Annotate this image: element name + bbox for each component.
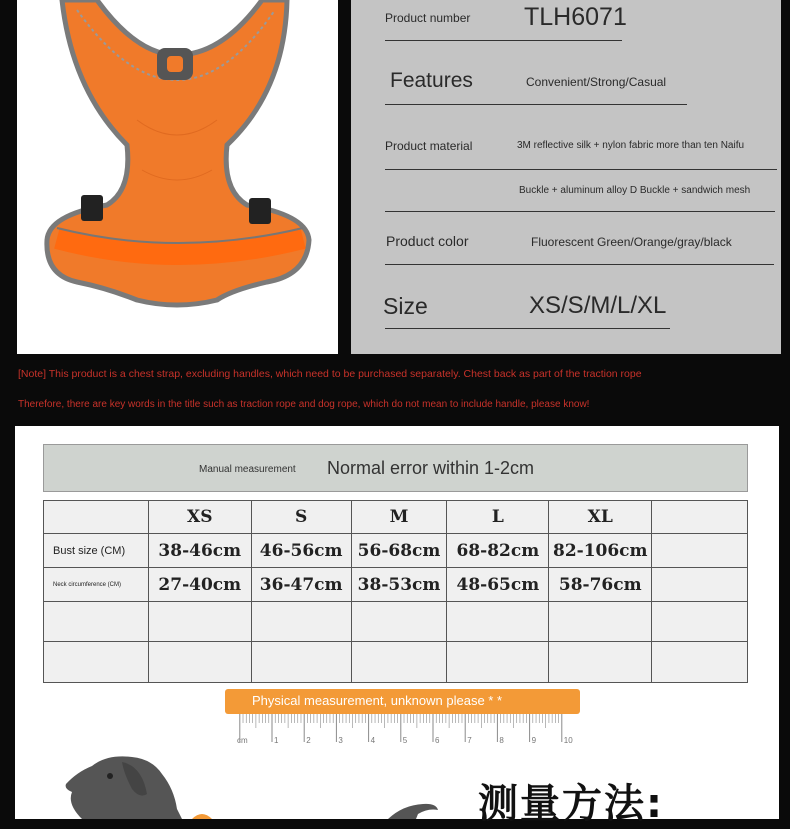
- table-cell: [148, 642, 251, 683]
- table-cell: [447, 642, 549, 683]
- table-cell: [549, 642, 652, 683]
- spec-panel: [351, 0, 781, 354]
- dog-tail-illustration: [388, 800, 443, 819]
- row-label: Neck circumference (CM): [44, 568, 149, 602]
- banner-big-text: Normal error within 1-2cm: [327, 458, 535, 478]
- divider: [385, 328, 670, 329]
- physical-measurement-label: [225, 689, 580, 714]
- table-cell: [652, 602, 748, 642]
- color-value: Fluorescent Green/Orange/gray/black: [531, 235, 732, 249]
- table-cell: 27-40cm: [148, 568, 251, 602]
- material-label: Product material: [385, 139, 473, 153]
- features-label: Features: [390, 69, 473, 92]
- table-cell: [148, 602, 251, 642]
- table-cell: 56-68cm: [351, 534, 447, 568]
- table-row: [44, 534, 748, 568]
- ruler-tick-label: 6: [435, 736, 440, 745]
- size-label: Size: [383, 293, 428, 319]
- dog-illustration: [62, 754, 242, 819]
- ruler-tick-label: 4: [370, 736, 376, 745]
- ruler-tick-label: 8: [499, 736, 504, 745]
- table-cell: [549, 602, 652, 642]
- ruler-tick-label: 5: [402, 736, 408, 745]
- size-table: [43, 500, 748, 683]
- table-row: [44, 568, 748, 602]
- table-header-cell: M: [351, 501, 447, 534]
- table-cell: [652, 534, 748, 568]
- table-header-cell: S: [251, 501, 351, 534]
- divider: [385, 264, 774, 265]
- row-label: [44, 642, 149, 683]
- material-value-2: Buckle + aluminum alloy D Buckle + sandwich mesh: [519, 185, 751, 196]
- harness-product-image: [17, 0, 338, 354]
- row-label: [44, 602, 149, 642]
- table-header-row: [44, 501, 748, 534]
- measurement-banner: [43, 444, 748, 492]
- banner-small-text: Manual measurement: [199, 464, 296, 475]
- product-number-label: Product number: [385, 11, 471, 25]
- table-row: [44, 642, 748, 683]
- ruler-label-text: Physical measurement, unknown please * *: [252, 693, 503, 708]
- ruler-tick-label: 7: [467, 736, 472, 745]
- product-number-value: TLH6071: [524, 3, 627, 31]
- table-cell: [652, 568, 748, 602]
- ruler-unit: cm: [237, 736, 248, 745]
- divider: [385, 169, 777, 170]
- table-header-cell: [44, 501, 149, 534]
- ruler-tick-label: 3: [338, 736, 343, 745]
- size-value: XS/S/M/L/XL: [529, 292, 667, 319]
- ruler-tick-label: 1: [274, 736, 279, 745]
- table-cell: 38-53cm: [351, 568, 447, 602]
- divider: [385, 104, 687, 105]
- table-cell: 48-65cm: [447, 568, 549, 602]
- color-label: Product color: [386, 233, 469, 249]
- ruler-tick-label: 10: [563, 736, 573, 745]
- measurement-method-title: 测量方法:: [478, 781, 664, 827]
- table-cell: 46-56cm: [251, 534, 351, 568]
- table-cell: 58-76cm: [549, 568, 652, 602]
- material-value-1: 3M reflective silk + nylon fabric more than ten Naifu: [517, 140, 745, 151]
- table-cell: [351, 642, 447, 683]
- ruler-tick-label: 2: [306, 736, 311, 745]
- table-cell: 36-47cm: [251, 568, 351, 602]
- note-line-2: Therefore, there are key words in the title such as traction rope and dog rope, which do not mean to include handle, please know!: [18, 399, 590, 410]
- table-cell: 82-106cm: [549, 534, 652, 568]
- table-cell: 38-46cm: [148, 534, 251, 568]
- divider: [385, 211, 775, 212]
- table-cell: [251, 642, 351, 683]
- table-cell: [652, 642, 748, 683]
- table-header-cell: XS: [148, 501, 251, 534]
- table-header-cell: XL: [549, 501, 652, 534]
- features-value: Convenient/Strong/Casual: [526, 75, 667, 89]
- table-header-cell: L: [447, 501, 549, 534]
- table-cell: 68-82cm: [447, 534, 549, 568]
- table-header-cell: [652, 501, 748, 534]
- table-cell: [251, 602, 351, 642]
- divider: [385, 40, 622, 41]
- row-label: Bust size (CM): [44, 534, 149, 568]
- ruler-tick-label: 9: [531, 736, 537, 745]
- measuring-ruler: [237, 714, 573, 745]
- note-line-1: [Note] This product is a chest strap, excluding handles, which need to be purchased separately. Chest back as part of the traction rope: [18, 368, 642, 380]
- table-row: [44, 602, 748, 642]
- table-cell: [351, 602, 447, 642]
- table-cell: [447, 602, 549, 642]
